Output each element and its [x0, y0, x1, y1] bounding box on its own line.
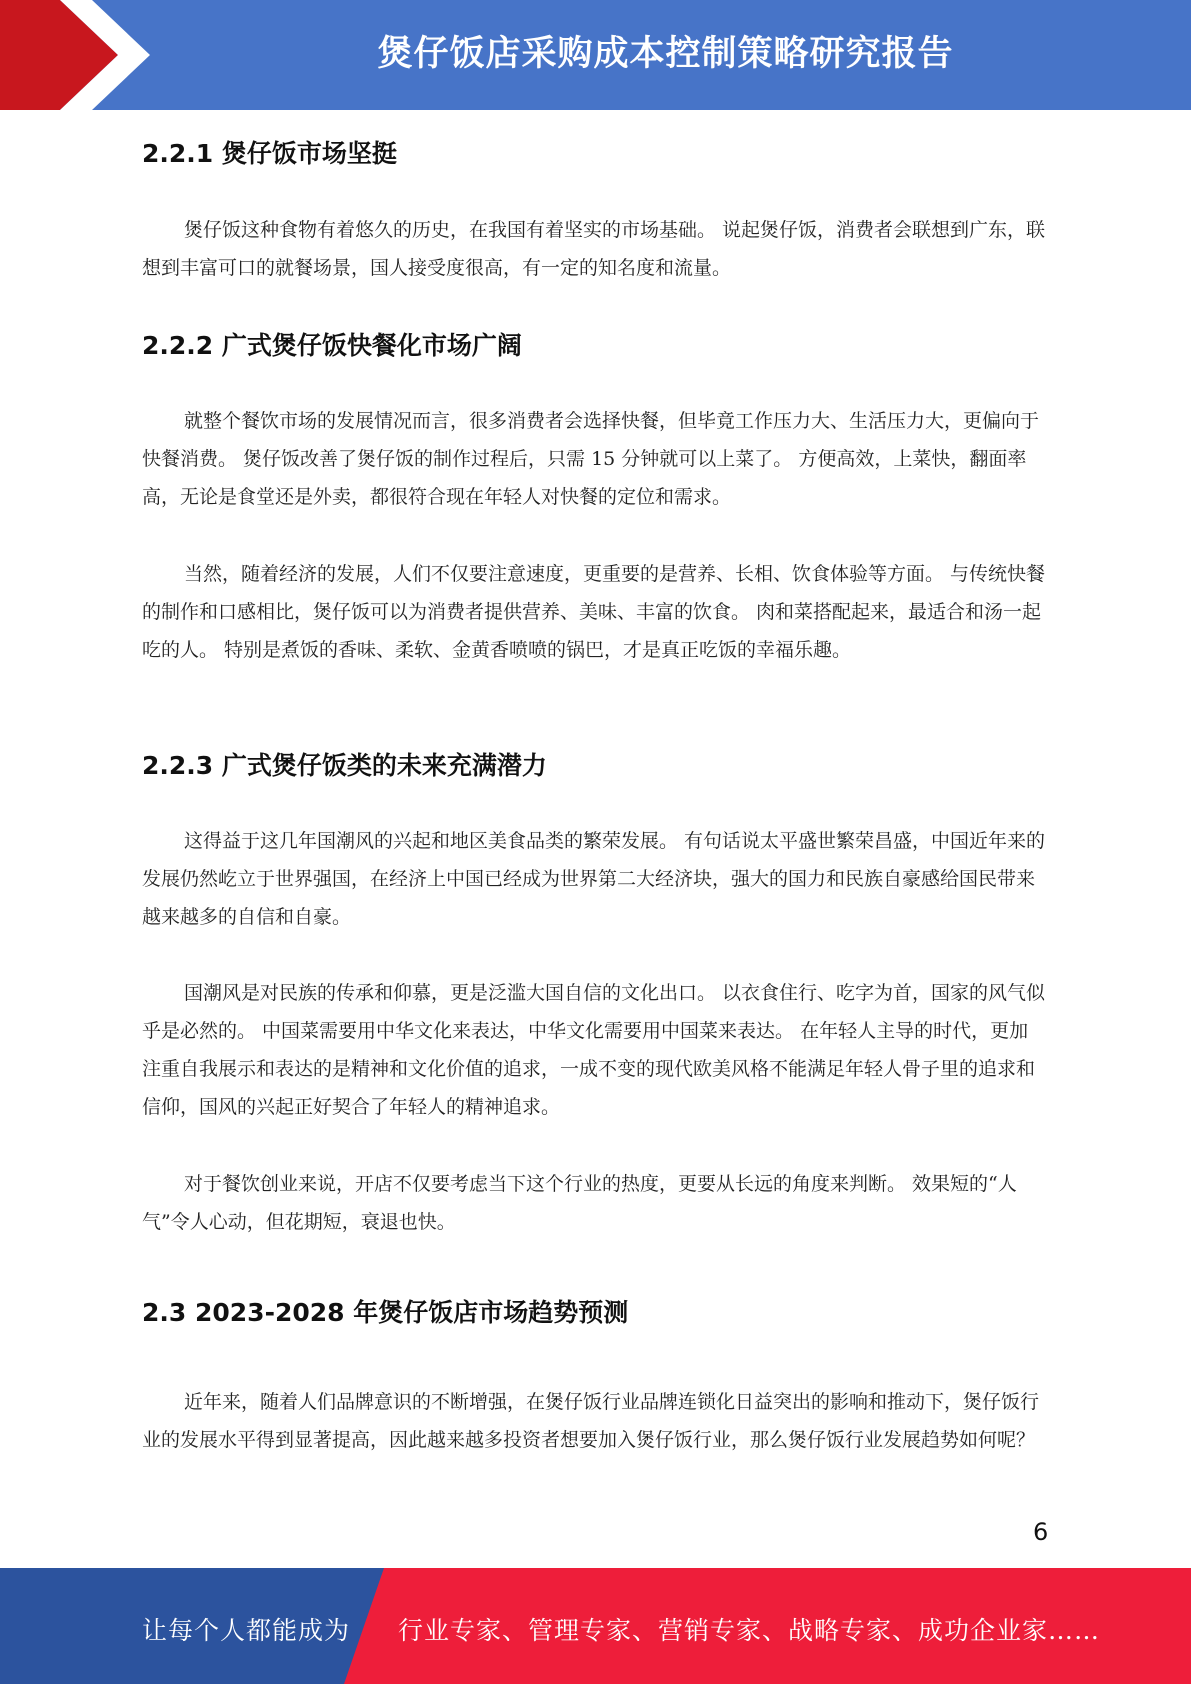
- paragraph: 煲仔饭这种食物有着悠久的历史，在我国有着坚实的市场基础。 说起煲仔饭，消费者会联想到广东，联想到丰富可口的就餐场景，国人接受度很高，有一定的知名度和流量。: [142, 219, 1046, 279]
- footer-banner: [0, 1568, 1191, 1684]
- paragraph: 国潮风是对民族的传承和仰慕，更是泛滥大国自信的文化出口。 以衣食住行、吃字为首，国家的风气似乎是必然的。 中国菜需要用中华文化来表达，中华文化需要用中国菜来表达。 在年轻人主导的时代，更加注重自我展示和表达的是精神和文化价值的追求，一成不变的现代欧美风格不能满足年轻人骨子里的追求和信仰，国风的兴起正好契合了年轻人的精神追求。: [142, 982, 1046, 1118]
- section-heading-2-3: 2.3 2023-2028 年煲仔饭店市场趋势预测: [142, 1298, 629, 1327]
- paragraph: 对于餐饮创业来说，开店不仅要考虑当下这个行业的热度，更要从长远的角度来判断。 效果短的“人气”令人心动，但花期短，衰退也快。: [142, 1173, 1017, 1233]
- paragraph: 这得益于这几年国潮风的兴起和地区美食品类的繁荣发展。 有句话说太平盛世繁荣昌盛，中国近年来的发展仍然屹立于世界强国，在经济上中国已经成为世界第二大经济块，强大的国力和民族自豪感给国民带来越来越多的自信和自豪。: [142, 830, 1046, 928]
- section-heading-2-2-1: 2.2.1 煲仔饭市场坚挺: [142, 139, 397, 168]
- paragraph: 近年来，随着人们品牌意识的不断增强，在煲仔饭行业品牌连锁化日益突出的影响和推动下，煲仔饭行业的发展水平得到显著提高，因此越来越多投资者想要加入煲仔饭行业，那么煲仔饭行业发展趋势如何呢？: [142, 1391, 1040, 1451]
- page-number: 6: [1033, 1518, 1049, 1546]
- document-title: 煲仔饭店采购成本控制策略研究报告: [377, 34, 954, 74]
- paragraph: 当然，随着经济的发展，人们不仅要注意速度，更重要的是营养、长相、饮食体验等方面。 与传统快餐的制作和口感相比，煲仔饭可以为消费者提供营养、美味、丰富的饮食。 肉和菜搭配起来，最适合和汤一起吃的人。 特别是煮饭的香味、柔软、金黄香喷喷的锅巴，才是真正吃饭的幸福乐趣。: [142, 563, 1046, 661]
- footer-slogan-left: 让每个人都能成为: [142, 1616, 351, 1645]
- paragraph: 就整个餐饮市场的发展情况而言，很多消费者会选择快餐，但毕竟工作压力大、生活压力大，更偏向于快餐消费。 煲仔饭改善了煲仔饭的制作过程后，只需 15 分钟就可以上菜了。 方便高效，上菜快，翻面率高，无论是食堂还是外卖，都很符合现在年轻人对快餐的定位和需求。: [142, 410, 1040, 508]
- section-heading-2-2-2: 2.2.2 广式煲仔饭快餐化市场广阔: [142, 331, 522, 360]
- footer-slogan-right: 行业专家、管理专家、营销专家、战略专家、成功企业家……: [398, 1616, 1101, 1645]
- section-heading-2-2-3: 2.2.3 广式煲仔饭类的未来充满潜力: [142, 751, 547, 780]
- header-banner: [0, 0, 1191, 110]
